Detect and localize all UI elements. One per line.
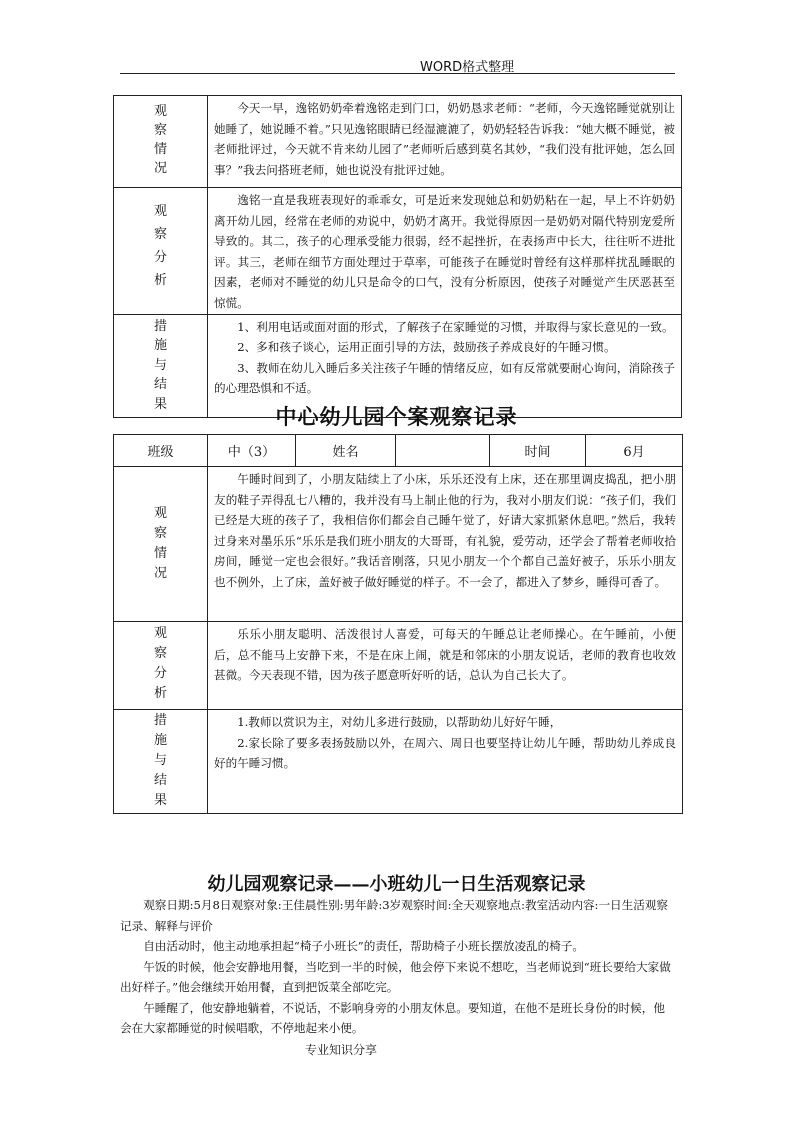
record2-table xyxy=(113,434,683,814)
header-divider xyxy=(120,73,675,74)
record3-title: 幼儿园观察记录——小班幼儿一日生活观察记录 xyxy=(207,874,586,895)
record2-title: 中心幼儿园个案观察记录 xyxy=(275,404,518,429)
record1-label-analysis: 观 察 分 析 xyxy=(114,188,208,315)
class-label: 班级 xyxy=(114,435,208,467)
record2-label-situation: 观 察 情 况 xyxy=(114,467,208,622)
record2-measures-text: 1.教师以赏识为主，对幼儿多进行鼓励，以帮助幼儿好好午睡， 2.家长除了要多表扬鼓励以外，在周六、周日也要坚持让幼儿午睡，帮助幼儿养成良好的午睡习惯。 xyxy=(208,710,683,814)
record3-paragraph: 午饭的时候，他会安静地用餐，当吃到一半的时候，他会停下来说不想吃，当老师说到“班长要给大家做出好样子。”他会继续开始用餐，直到把饭菜全部吃完。 xyxy=(120,959,671,994)
record1-table xyxy=(113,95,682,418)
record2-analysis-text: 乐乐小朋友聪明、活泼很讨人喜爱，可每天的午睡总让老师操心。在午睡前，小便后，总不能马上安静下来，不是在床上闹，就是和邻床的小朋友说话，老师的教育也收效甚微。今天表现不错，因为孩子愿意听好听的话，总认为自己长大了。 xyxy=(208,622,683,710)
record1-analysis-text: 逸铭一直是我班表现好的乖乖女，可是近来发现她总和奶奶粘在一起，早上不许奶奶离开幼儿园，经常在老师的劝说中，奶奶才离开。我觉得原因一是奶奶对隔代特别宠爱所导致的。其二，孩子的心理承受能力很弱，经不起挫折，在表扬声中长大，往往听不进批评。其三，老师在细节方面处理过于草率，可能孩子在睡觉时曾经有这样那样扰乱睡眠的因素，老师对不睡觉的幼儿只是命令的口气，没有分析原因，使孩子对睡觉产生厌恶甚至惊慌。 xyxy=(208,188,682,315)
record1-situation-text: 今天一早，逸铭奶奶牵着逸铭走到门口，奶奶恳求老师：“老师，今天逸铭睡觉就别让她睡了，她说睡不着。”只见逸铭眼睛已经湿漉漉了，奶奶轻轻告诉我：“她大概不睡觉，被老师批评过，今天就不肯来幼儿园了”老师听后感到莫名其妙，“我们没有批评她，怎么回事？”我去问搭班老师，她也说没有批评过她。 xyxy=(208,96,682,188)
class-value: 中（3） xyxy=(208,435,296,467)
record2-label-analysis: 观 察 分 析 xyxy=(114,622,208,710)
record3-body xyxy=(120,895,675,1039)
page-footer: 专业知识分享 xyxy=(305,1043,378,1057)
record3-paragraph: 午睡醒了，他安静地躺着，不说话，不影响身旁的小朋友休息。要知道，在他不是班长身份的时候，他会在大家都睡觉的时候唱歌，不停地起来小便。 xyxy=(120,1000,665,1035)
record2-label-measures: 措 施 与 结 果 xyxy=(114,710,208,814)
name-label: 姓名 xyxy=(296,435,396,467)
name-value xyxy=(396,435,490,467)
page-header: WORD格式整理 xyxy=(420,60,515,75)
record1-label-situation: 观 察 情 况 xyxy=(114,96,208,188)
record2-situation-text: 午睡时间到了，小朋友陆续上了小床，乐乐还没有上床，还在那里调皮捣乱，把小朋友的鞋子弄得乱七八糟的，我并没有马上制止他的行为，我对小朋友们说：“孩子们，我们已经是大班的孩子了，我相信你们都会自己睡午觉了，好请大家抓紧休息吧。”然后，我转过身来对墨乐乐“乐乐是我们班小朋友的大哥哥，有礼貌，爱劳动，还学会了帮着老师收拾房间，睡觉一定也会很好。”我话音刚落，只见小朋友一个个都自己盖好被子，乐乐小朋友也不例外，上了床，盖好被子做好睡觉的样子。不一会了，都进入了梦乡，睡得可香了。 xyxy=(208,467,683,622)
record1-label-measures: 措 施 与 结 果 xyxy=(114,314,208,417)
record3-meta: 观察日期:5月8日观察对象:王佳晨性别:男年龄:3岁观察时间:全天观察地点:教室活动内容:一日生活观察记录、解释与评价 xyxy=(120,898,669,933)
time-value: 6月 xyxy=(586,435,683,467)
time-label: 时间 xyxy=(490,435,586,467)
record3-paragraph: 自由活动时，他主动地承担起“椅子小班长”的责任，帮助椅子小班长摆放凌乱的椅子。 xyxy=(143,939,585,953)
record1-measures-text: 1、利用电话或面对面的形式，了解孩子在家睡觉的习惯，并取得与家长意见的一致。 2、多和孩子谈心，运用正面引导的方法，鼓励孩子养成良好的午睡习惯。 3、教师在幼儿入睡后多关注孩子午睡的情绪反应，如有反常就要耐心询问，消除孩子的心理恐惧和不适。 xyxy=(208,314,682,417)
